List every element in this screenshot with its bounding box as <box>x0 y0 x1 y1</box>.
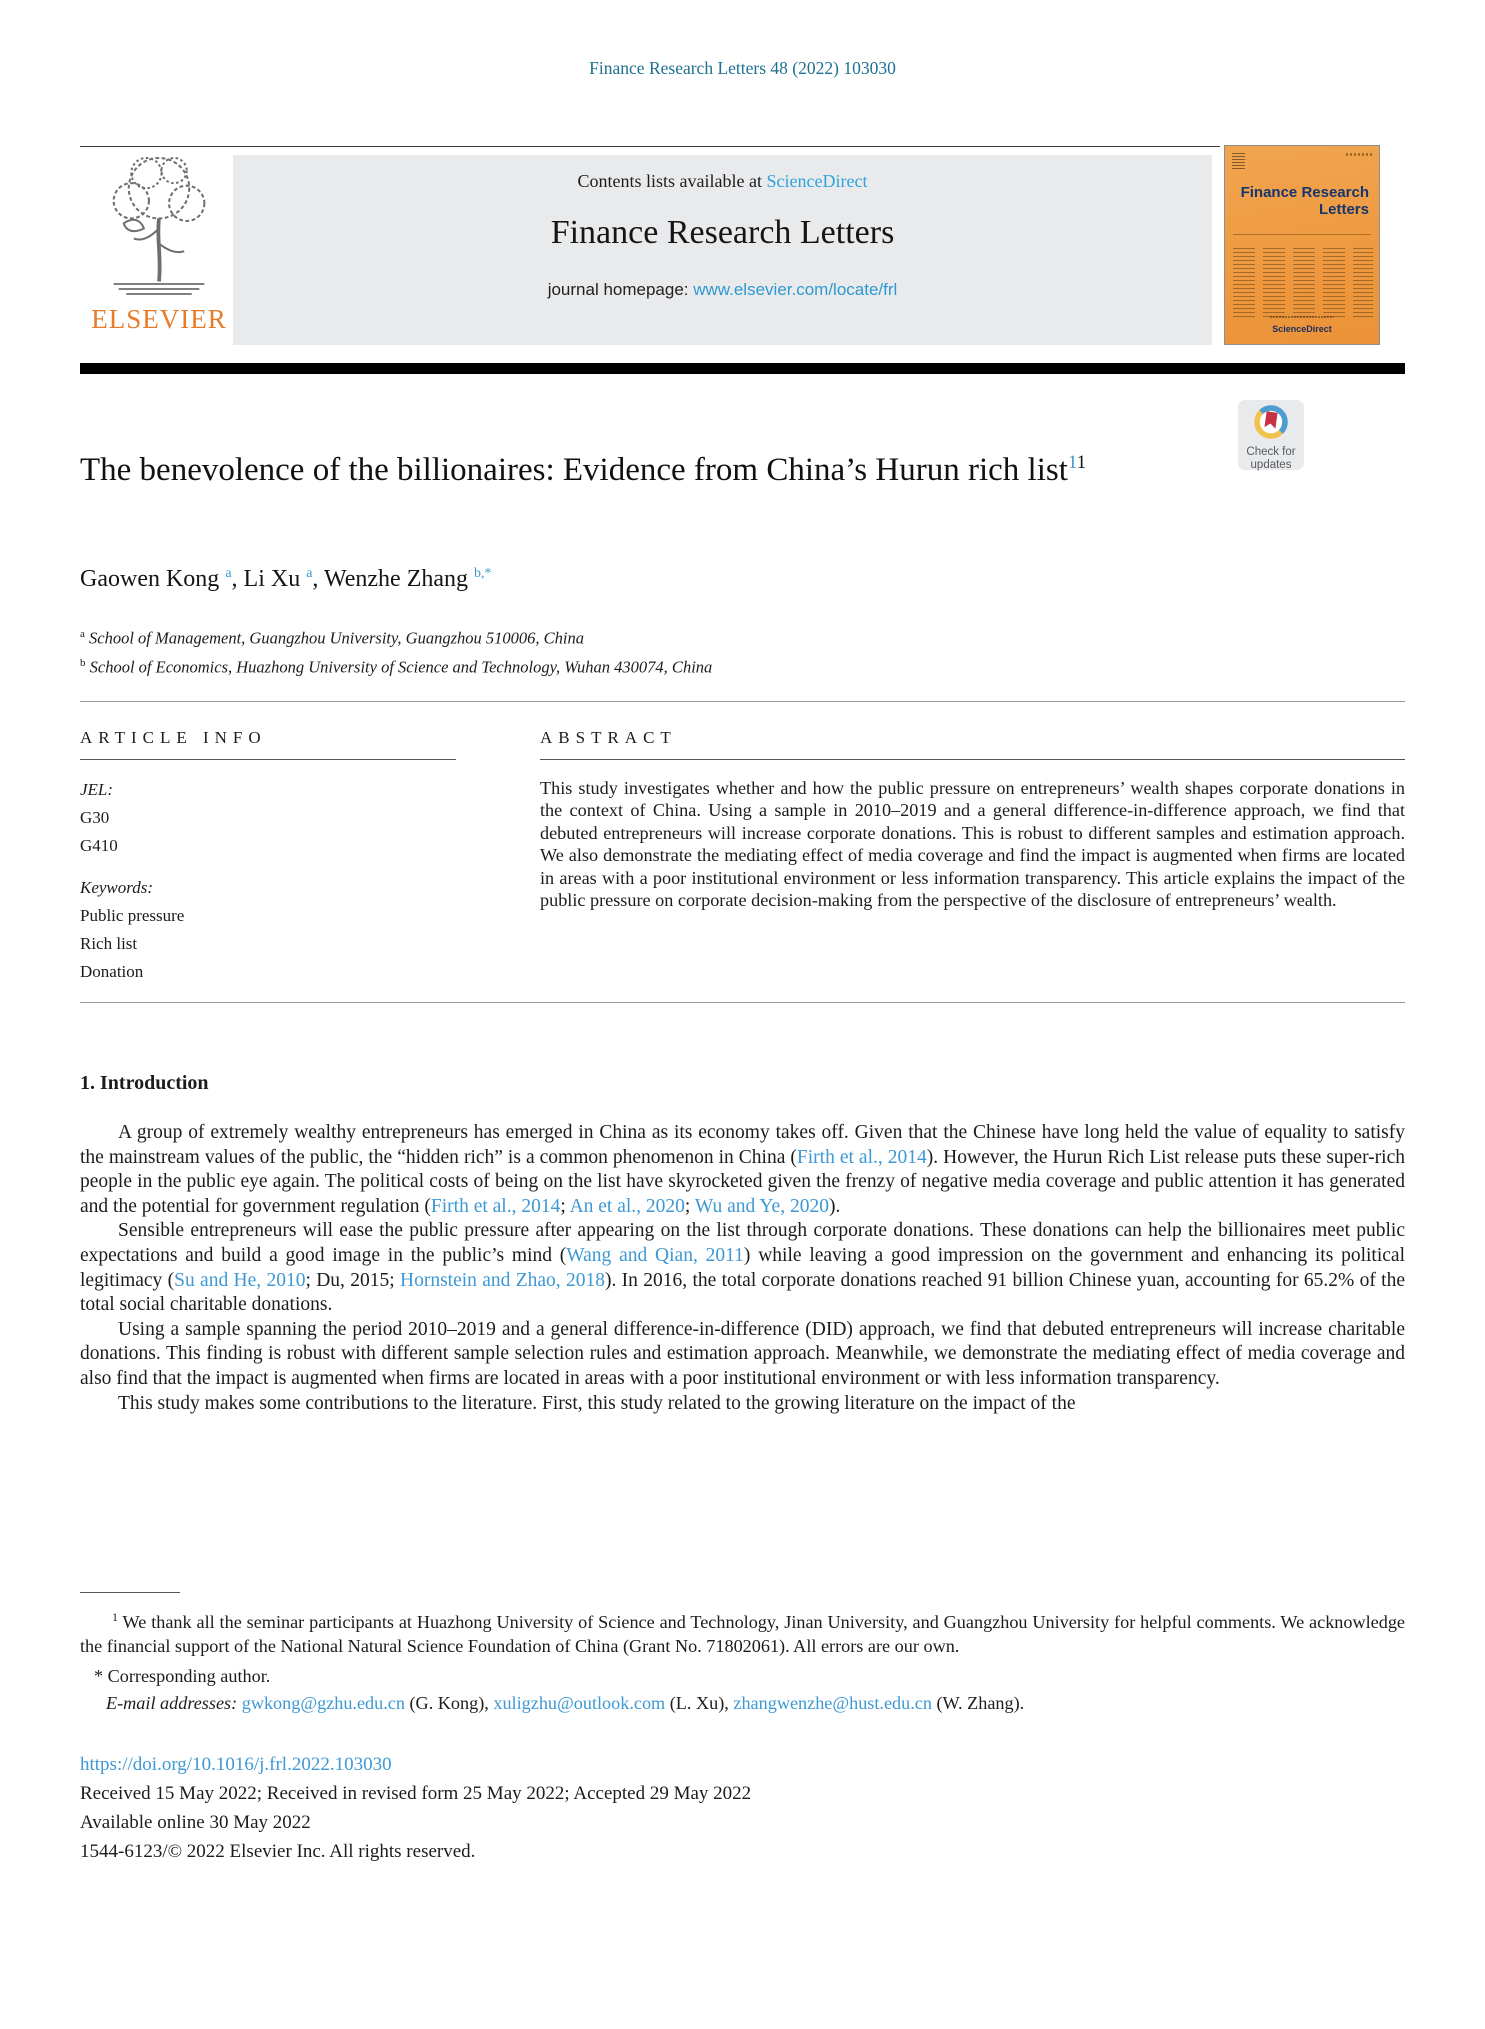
article-info-column <box>80 728 456 986</box>
homepage-line <box>233 280 1212 300</box>
keywords-label: Keywords: <box>80 878 154 897</box>
intro-paragraph-2 <box>80 1219 1405 1317</box>
article-info-body <box>80 776 456 986</box>
author-affiliation-sup: a <box>225 566 232 581</box>
corresponding-label: Corresponding author. <box>103 1665 271 1686</box>
paragraph-text: ). However, the Hurun Rich List release puts these super-rich people in the public eye again. The political costs of being on the list have skyrocketed given the frenzy of negative media coverage and public attention it has generated and the potential for government regulation ( <box>80 1146 1405 1217</box>
intro-paragraph-4: This study makes some contributions to the literature. First, this study related to the growing literature on the impact of the <box>118 1392 1076 1414</box>
cover-sciencedirect-label: ScienceDirect <box>1272 324 1332 334</box>
cover-text-column <box>1293 248 1315 320</box>
abstract-header: ABSTRACT <box>540 728 677 747</box>
affiliation-sup: b <box>80 656 86 669</box>
contents-line <box>233 171 1212 192</box>
jel-code: G30 <box>80 808 110 827</box>
citation-link[interactable]: Wu and Ye, 2020 <box>694 1195 829 1217</box>
elsevier-logo <box>84 150 234 345</box>
elsevier-wordmark: ELSEVIER <box>91 304 227 334</box>
journal-cover-thumbnail <box>1224 145 1380 345</box>
introduction-section <box>80 1072 1405 1416</box>
email-link[interactable]: xuligzhu@outlook.com <box>493 1693 666 1714</box>
section-divider-bottom <box>80 1002 1405 1003</box>
citation-link[interactable]: An et al., 2020 <box>569 1195 685 1217</box>
received-dates: Received 15 May 2022; Received in revised form 25 May 2022; Accepted 29 May 2022 <box>80 1783 752 1804</box>
citation-link[interactable]: Su and He, 2010 <box>174 1269 306 1291</box>
email-link[interactable]: gwkong@gzhu.edu.cn <box>241 1693 405 1714</box>
badge-text-line2: updates <box>1250 458 1292 471</box>
cover-text-column <box>1263 248 1285 320</box>
cover-title-line1: Finance Research <box>1240 184 1369 201</box>
article-info-header: ARTICLE INFO <box>80 728 267 747</box>
cover-title-line2: Letters <box>1318 201 1369 218</box>
author-name[interactable]: Wenzhe Zhang <box>324 566 468 592</box>
cover-text-column <box>1323 248 1345 320</box>
masthead-bottom-bar <box>80 363 1405 374</box>
affiliation-line <box>80 622 712 651</box>
paragraph-text: A group of extremely wealthy entrepreneurs has emerged in China as its economy takes off. Given that the Chinese have long held the value of equality to satisfy the mainstream values of the public, the “hidden rich” is a common phenomenon in China ( <box>80 1122 1405 1168</box>
paragraph-text: ). <box>828 1195 841 1217</box>
cover-title <box>1235 184 1369 218</box>
check-updates-icon <box>1251 404 1291 442</box>
contents-prefix: Contents lists available at <box>577 171 767 191</box>
intro-paragraph-3: Using a sample spanning the period 2010–2019 and a general difference-in-difference (DID) approach, we find that debuted entrepreneurs will increase charitable donations. This finding is robust with different sample selection rules and estimation approach. Meanwhile, we demonstrate the mediating effect of media coverage and also find that the impact is augmented when firms are located in areas with a poor institutional environment or with less information transparency. <box>80 1318 1405 1389</box>
citation-link[interactable]: Wang and Qian, 2011 <box>566 1244 744 1266</box>
cover-elsevier-mark-icon <box>1232 153 1245 170</box>
author-list <box>80 566 492 593</box>
journal-reference[interactable]: Finance Research Letters 48 (2022) 103030 <box>589 58 896 78</box>
introduction-heading: 1. Introduction <box>80 1072 209 1094</box>
author-separator: , <box>312 566 324 592</box>
paragraph-text: ). In 2016, the total corporate donations reached 91 billion Chinese yuan, accounting for 65.2% of the total social charitable donations. <box>80 1269 1405 1316</box>
cover-text-column <box>1233 248 1255 320</box>
keyword: Donation <box>80 962 144 981</box>
abstract-text: This study investigates whether and how the public pressure on entrepreneurs’ wealth shapes corporate donations in the context of China. Using a sample in 2010–2019 and a general difference-in-difference approach, we find that debuted entrepreneurs will increase corporate donations. This is robust to different samples and estimation approach. We also demonstrate the mediating effect of media coverage and find the impact is augmented when firms are located in areas with a poor institutional environment or less information transparency. This article explains the impact of the public pressure on corporate decision-making from the perspective of the disclosure of entrepreneurs’ wealth. <box>540 778 1405 911</box>
footnote-text: We thank all the seminar participants at Huazhong University of Science and Technology, Jinan University, and Guangzhou University for helpful comments. We acknowledge the financial support of the National Natural Science Foundation of China (Grant No. 71802061). All errors are our own. <box>80 1612 1405 1657</box>
corresponding-author-note <box>80 1664 1405 1688</box>
citation-link[interactable]: Firth et al., 2014 <box>430 1195 561 1217</box>
homepage-prefix: journal homepage: <box>547 280 694 299</box>
keyword: Public pressure <box>80 906 185 925</box>
email-owner: (G. Kong), <box>404 1693 494 1714</box>
intro-paragraph-1 <box>80 1121 1405 1219</box>
author-separator: , <box>231 566 244 592</box>
email-owner: (W. Zhang). <box>931 1693 1025 1714</box>
sciencedirect-link[interactable]: ScienceDirect <box>766 171 868 191</box>
author-affiliation-sup: a <box>306 566 313 581</box>
affiliation-sup: a <box>80 628 85 640</box>
footnote-marker: 1 <box>112 1610 118 1624</box>
jel-label: JEL: <box>80 780 114 799</box>
corresponding-marker: * <box>94 1665 104 1686</box>
affiliation-text: School of Economics, Huazhong University of Science and Technology, Wuhan 430074, China <box>85 657 713 676</box>
available-online: Available online 30 May 2022 <box>80 1812 311 1833</box>
article-title <box>80 441 1250 492</box>
title-footnote-link[interactable]: 1 <box>1067 452 1077 473</box>
badge-text-line1: Check for <box>1246 446 1296 458</box>
article-info-rule <box>80 759 456 760</box>
homepage-link[interactable]: www.elsevier.com/locate/frl <box>693 280 898 299</box>
journal-masthead <box>233 155 1212 345</box>
journal-title: Finance Research Letters <box>550 214 895 251</box>
cover-divider <box>1233 234 1371 235</box>
abstract-rule <box>540 759 1405 760</box>
header-divider <box>80 146 1220 147</box>
cover-issn-mark <box>1346 153 1372 156</box>
title-footnote-plain: 1 <box>1076 452 1087 473</box>
citation-link[interactable]: Hornstein and Zhao, 2018 <box>400 1269 605 1291</box>
jel-code: G410 <box>80 836 118 855</box>
author-name[interactable]: Li Xu <box>243 566 301 592</box>
footnote-divider <box>80 1592 180 1593</box>
copyright-line: 1544-6123/© 2022 Elsevier Inc. All rights reserved. <box>80 1841 476 1862</box>
paragraph-text: ; Du, 2015; <box>305 1269 400 1291</box>
affiliation-text: School of Management, Guangzhou University, Guangzhou 510006, China <box>84 628 584 648</box>
paragraph-text: ; <box>560 1195 570 1217</box>
publication-info <box>80 1750 1405 1866</box>
author-affiliation-sup: b,* <box>474 566 492 581</box>
email-label: E-mail addresses: <box>106 1693 242 1714</box>
email-owner: (L. Xu), <box>665 1693 734 1714</box>
email-link[interactable]: zhangwenzhe@hust.edu.cn <box>733 1693 932 1714</box>
abstract-column <box>540 728 1405 911</box>
footnote-1 <box>80 1605 1405 1659</box>
author-name[interactable]: Gaowen Kong <box>80 566 220 592</box>
cover-footer-line <box>1270 316 1334 318</box>
keyword: Rich list <box>80 934 138 953</box>
email-addresses-line <box>80 1691 1405 1715</box>
footnote-area <box>80 1592 1405 1716</box>
paragraph-text: ) while leaving a good impression on the government and enhancing its political legitimacy ( <box>80 1244 1405 1291</box>
paragraph-text: ; <box>684 1195 695 1217</box>
affiliations <box>80 622 712 679</box>
affiliation-line <box>80 651 712 680</box>
section-divider-top <box>80 701 1405 702</box>
article-title-text: The benevolence of the billionaires: Evidence from China’s Hurun rich list <box>80 452 1068 488</box>
elsevier-tree-icon <box>96 150 222 302</box>
doi-link[interactable]: https://doi.org/10.1016/j.frl.2022.103030 <box>80 1754 392 1775</box>
paragraph-text: Sensible entrepreneurs will ease the public pressure after appearing on the list through corporate donations. These donations can help the billionaires meet public expectations and build a good image in the public’s mind ( <box>80 1220 1405 1266</box>
citation-link[interactable]: Firth et al., 2014 <box>796 1146 927 1168</box>
cover-text-column <box>1353 248 1373 320</box>
